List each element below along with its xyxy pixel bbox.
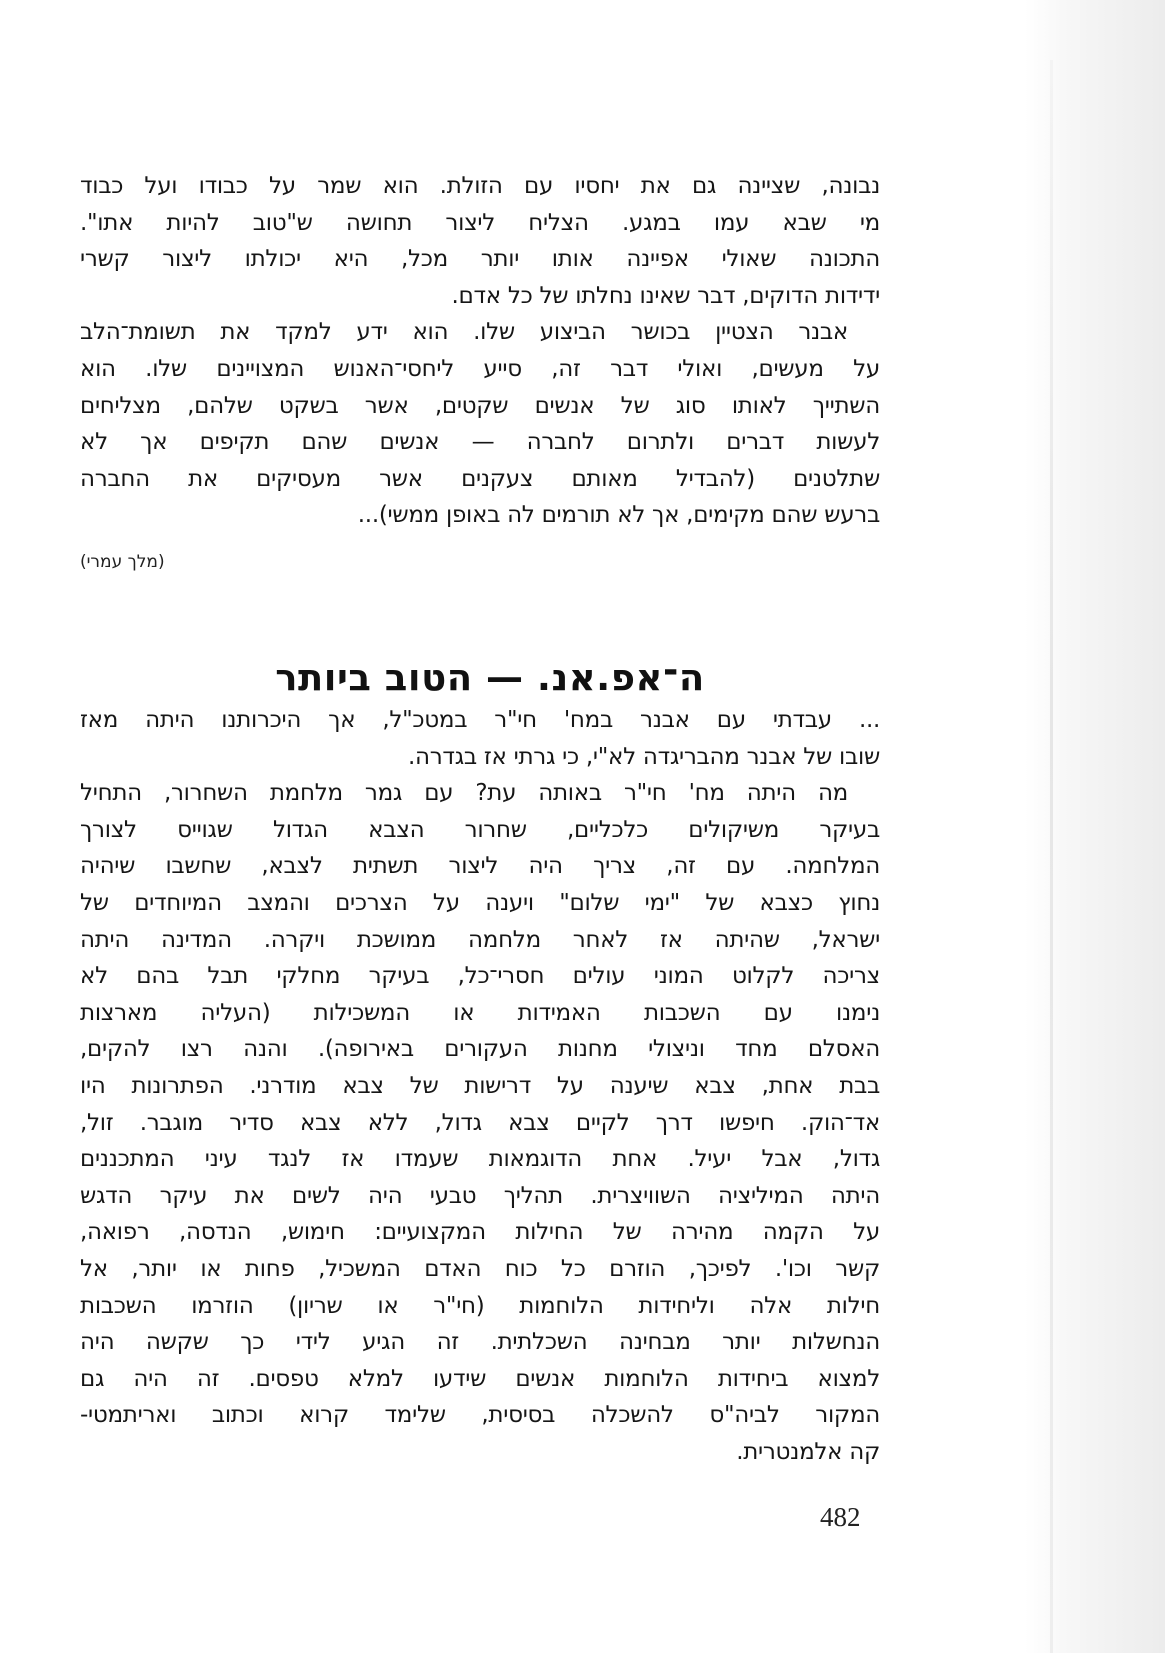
body-line: חילות אלה וליחידות הלוחמות (חי"ר או שריון) הוזרמו השכבות [80, 1292, 880, 1319]
body-line: קשר וכו'. לפיכך, הוזרם כל כוח האדם המשכיל, פחות או יותר, אל [80, 1255, 880, 1282]
section-heading: ה־אפ.אנ. — הטוב ביותר [275, 656, 705, 699]
passage-line: ברעש שהם מקימים, אך לא תורמים לה באופן ממשי)... [357, 502, 880, 529]
passage-line: מי שבא עמו במגע. הצליח ליצור תחושה ש"טוב להיות אתו". [80, 209, 880, 236]
body-line: צריכה לקלוט המוני עולים חסרי־כל, בעיקר מחלקי תבל בהם לא [80, 963, 880, 990]
body-line: ישראל, שהיתה אז לאחר מלחמה ממושכת ויקרה. המדינה היתה [80, 926, 880, 953]
page-number: 482 [820, 1502, 861, 1532]
author-attribution: (מלך עמרי) [80, 552, 165, 572]
body-line: אד־הוק. חיפשו דרך לקיים צבא גדול, ללא צבא סדיר מוגבר. זול, [80, 1109, 880, 1136]
body-line: המלחמה. עם זה, צריך היה ליצור תשתית לצבא, שחשבו שיהיה [80, 853, 880, 880]
passage-line: נבונה, שציינה גם את יחסיו עם הזולת. הוא שמר על כבודו ועל כבוד [80, 173, 880, 199]
passage-line: השתייך לאותו סוג של אנשים שקטים, אשר בשקט שלהם, מצליחים [80, 392, 880, 419]
passage-line: אבנר הצטיין בכושר הביצוע שלו. הוא ידע למקד את תשומת־הלב [80, 319, 848, 346]
body-line: קה אלמנטרית. [736, 1438, 880, 1465]
body-line: על הקמה מהירה של החילות המקצועיים: חימוש, הנדסה, רפואה, [80, 1219, 880, 1246]
body-line: נימנו עם השכבות האמידות או המשכילות (העליה מארצות [80, 999, 880, 1026]
body-line: המקור לביה"ס להשכלה בסיסית, שלימד קרוא וכתוב ואריתמטי- [80, 1402, 880, 1429]
body-line: שובו של אבנר מהבריגדה לא"י, כי גרתי אז בגדרה. [408, 743, 880, 770]
tribute-passage [80, 168, 880, 534]
passage-line: על מעשים, ואולי דבר זה, סייע ליחסי־האנוש המצויינים שלו. הוא [80, 355, 880, 382]
passage-line: שתלטנים (להבדיל מאותם צעקנים אשר מעסיקים את החברה [80, 465, 880, 492]
body-line: למצוא ביחידות הלוחמות אנשים שידעו למלא טפסים. זה היה גם [80, 1365, 880, 1392]
page-edge-shadow [1025, 0, 1165, 1653]
passage-line: התכונה שאולי אפיינה אותו יותר מכל, היא יכולתו ליצור קשרי [80, 246, 880, 273]
body-line: גדול, אבל יעיל. אחת הדוגמאות שעמדו אז לנגד עיני המתכננים [80, 1146, 880, 1173]
body-line: הנחשלות יותר מבחינה השכלתית. זה הגיע לידי כך שקשה היה [80, 1329, 880, 1356]
body-line: ... עבדתי עם אבנר במח' חי"ר במטכ"ל, אך היכרותנו היתה מאז [80, 707, 880, 733]
page-fold-line [1050, 60, 1053, 1653]
body-line: היתה המיליציה השוויצרית. תהליך טבעי היה לשים את עיקר הדגש [80, 1182, 880, 1209]
body-line: נחוץ כצבא של "ימי שלום" ויענה על הצרכים והמצב המיוחדים של [80, 889, 880, 916]
body-line: בבת אחת, צבא שיענה על דרישות של צבא מודרני. הפתרונות היו [80, 1072, 880, 1099]
body-line: האסלם מחד וניצולי מחנות העקורים באירופה). והנה רצו להקים, [80, 1036, 880, 1063]
body-line: בעיקר משיקולים כלכליים, שחרור הצבא הגדול שגוייס לצורך [80, 816, 880, 843]
passage-line: ידידות הדוקים, דבר שאינו נחלתו של כל אדם. [451, 282, 880, 309]
body-line: מה היתה מח' חי"ר באותה עת? עם גמר מלחמת השחרור, התחיל [80, 780, 848, 807]
passage-line: לעשות דברים ולתרום לחברה — אנשים שהם תקיפים אך לא [80, 429, 880, 456]
section-body [80, 702, 880, 1470]
